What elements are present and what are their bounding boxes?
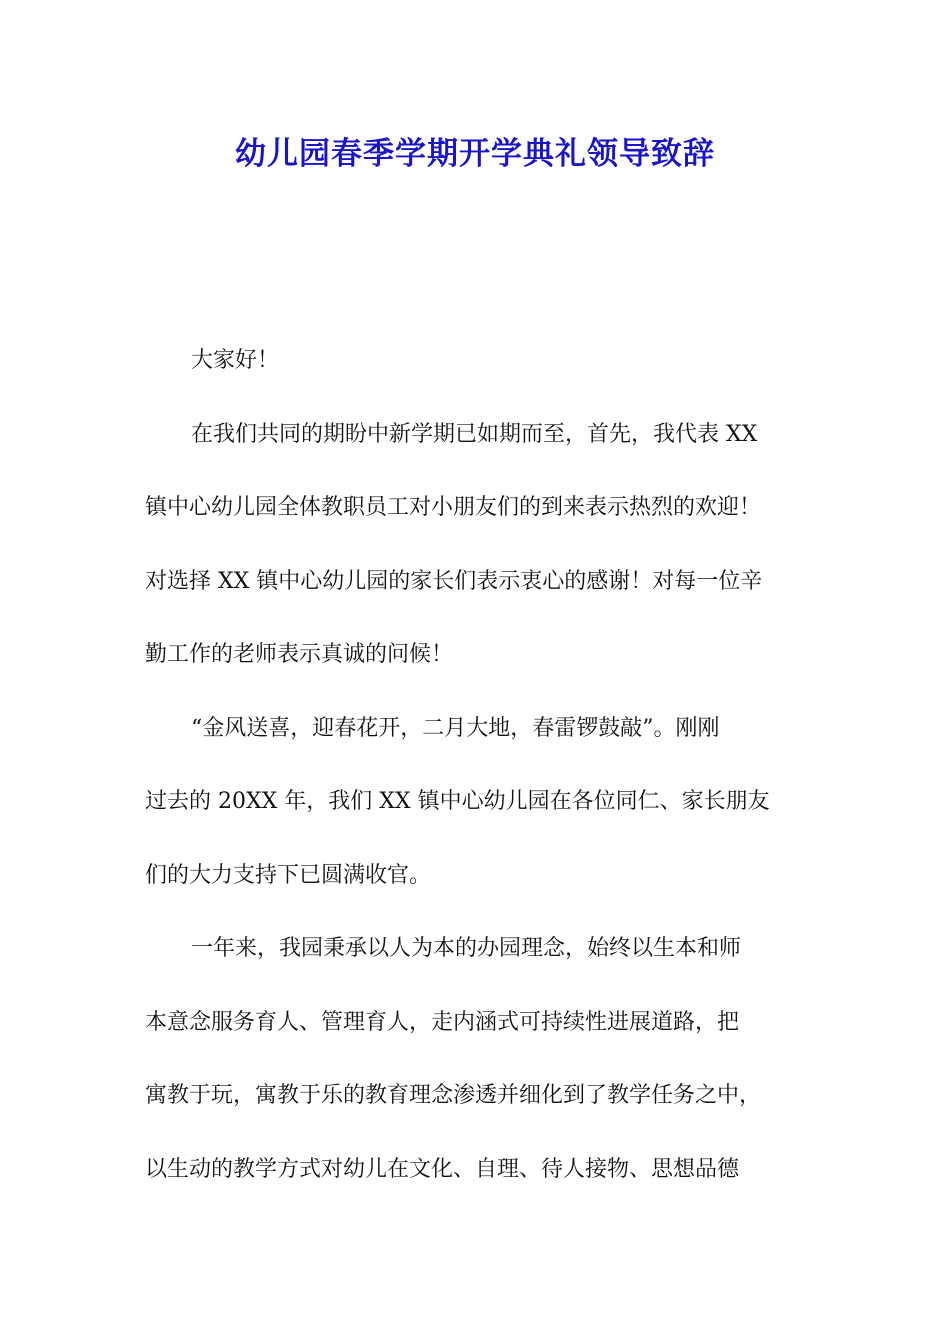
document-title: 幼儿园春季学期开学典礼领导致辞 (235, 136, 715, 172)
paragraph-3-line-2: 本意念服务育人、管理育人，走内涵式可持续性进展道路，把 (145, 1009, 740, 1035)
paragraph-1-line-1: 在我们共同的期盼中新学期已如期而至，首先，我代表 XX (191, 421, 758, 447)
paragraph-2-line-3: 们的大力支持下已圆满收官。 (145, 862, 432, 888)
paragraph-3-line-4: 以生动的教学方式对幼儿在文化、自理、待人接物、思想品德 (145, 1156, 740, 1182)
paragraph-2-line-1: “金风送喜，迎春花开，二月大地，春雷锣鼓敲”。刚刚 (191, 715, 720, 741)
paragraph-1-line-3: 对选择 XX 镇中心幼儿园的家长们表示衷心的感谢！对每一位辛 (145, 568, 763, 594)
paragraph-1-line-2: 镇中心幼儿园全体教职员工对小朋友们的到来表示热烈的欢迎！ (145, 495, 762, 520)
greeting-line: 大家好！ (191, 348, 280, 373)
paragraph-1-line-4: 勤工作的老师表示真诚的问候！ (145, 642, 454, 667)
document-body (145, 336, 815, 1218)
paragraph-2-line-2: 过去的 20XX 年，我们 XX 镇中心幼儿园在各位同仁、家长朋友 (145, 789, 770, 814)
paragraph-3-line-1: 一年来，我园秉承以人为本的办园理念，始终以生本和师 (191, 936, 742, 961)
paragraph-3-line-3: 寓教于玩，寓教于乐的教育理念渗透并细化到了教学任务之中， (145, 1083, 762, 1108)
